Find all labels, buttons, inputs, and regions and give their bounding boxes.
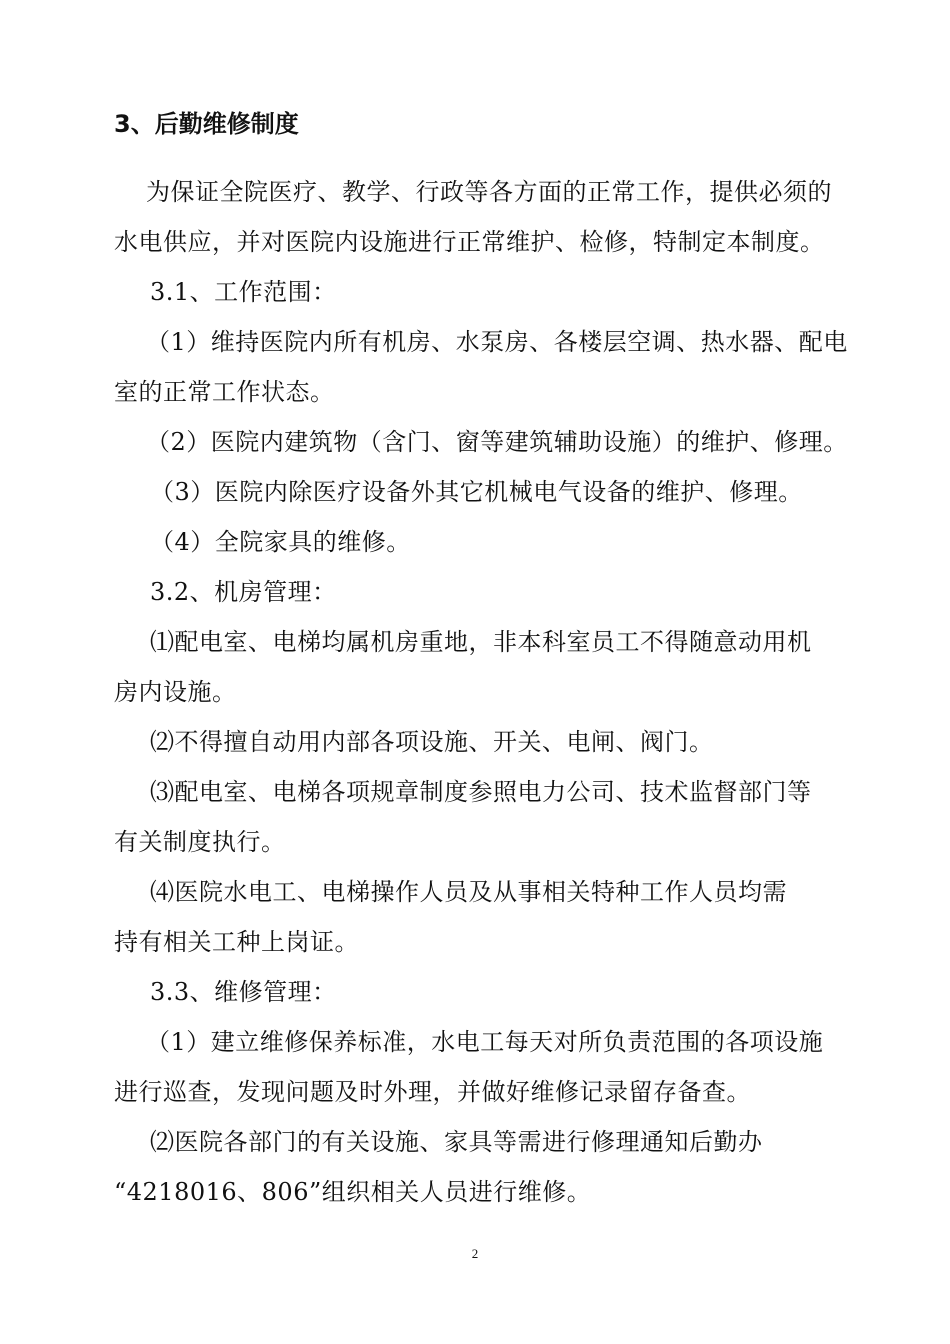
section-heading: 3、后勤维修制度 — [114, 110, 299, 138]
paragraph-line: ⑶配电室、电梯各项规章制度参照电力公司、技术监督部门等 — [150, 778, 812, 806]
paragraph-line: （4）全院家具的维修。 — [150, 528, 411, 556]
paragraph-line: 有关制度执行。 — [114, 828, 286, 856]
paragraph-line: 为保证全院医疗、教学、行政等各方面的正常工作，提供必须的 — [146, 178, 832, 206]
subsection-heading: 3.3、维修管理： — [150, 978, 337, 1006]
paragraph-line: 室的正常工作状态。 — [114, 378, 335, 406]
paragraph-line: “4218016、806”组织相关人员进行维修。 — [114, 1178, 592, 1206]
paragraph-line: 水电供应，并对医院内设施进行正常维护、检修，特制定本制度。 — [114, 228, 825, 256]
paragraph-line: （2）医院内建筑物（含门、窗等建筑辅助设施）的维护、修理。 — [146, 428, 848, 456]
subsection-heading: 3.1、工作范围： — [150, 278, 337, 306]
paragraph-line: （1）建立维修保养标准，水电工每天对所负责范围的各项设施 — [146, 1028, 824, 1056]
paragraph-line: ⑴配电室、电梯均属机房重地，非本科室员工不得随意动用机 — [150, 628, 812, 656]
paragraph-line: 持有相关工种上岗证。 — [114, 928, 359, 956]
paragraph-line: ⑵医院各部门的有关设施、家具等需进行修理通知后勤办 — [150, 1128, 763, 1156]
paragraph-line: 进行巡查，发现问题及时外理，并做好维修记录留存备查。 — [114, 1078, 751, 1106]
paragraph-line: （3）医院内除医疗设备外其它机械电气设备的维护、修理。 — [150, 478, 803, 506]
paragraph-line: 房内设施。 — [114, 678, 237, 706]
paragraph-line: （1）维持医院内所有机房、水泵房、各楼层空调、热水器、配电 — [146, 328, 848, 356]
subsection-heading: 3.2、机房管理： — [150, 578, 337, 606]
paragraph-line: ⑵不得擅自动用内部各项设施、开关、电闸、阀门。 — [150, 728, 714, 756]
page-number: 2 — [471, 1246, 479, 1261]
paragraph-line: ⑷医院水电工、电梯操作人员及从事相关特种工作人员均需 — [150, 878, 787, 906]
